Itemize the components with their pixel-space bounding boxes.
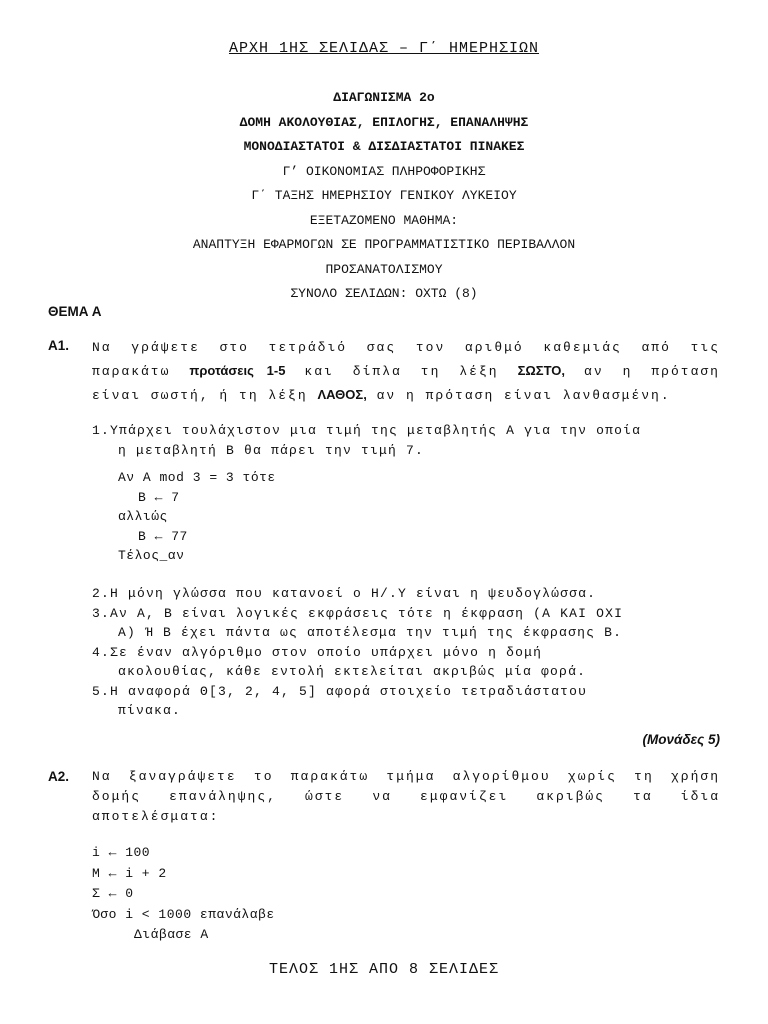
question-a1-label: Α1. (48, 338, 70, 353)
code-assign-7: Β ← 7 (138, 489, 180, 505)
a1-line-3-post: αν η πρόταση είναι λανθασμένη. (376, 388, 671, 403)
a1-line-3 (92, 383, 720, 407)
exam-title: ΔΙΑΓΩΝΙΣΜΑ 2ο (333, 90, 435, 105)
a1-code-block (118, 468, 276, 566)
page-footer: ΤΕΛΟΣ 1ΗΣ ΑΠΟ 8 ΣΕΛΙΔΕΣ (268, 961, 500, 978)
a2-code-line-1: i ← 100 (92, 845, 151, 860)
code-else-line: αλλιώς (118, 509, 168, 524)
a2-line-2: δομής επανάληψης, ώστε να εμφανίζει ακριβώς τα ίδια (92, 789, 720, 804)
a2-code-block (92, 843, 275, 946)
question-a2-label: Α2. (48, 769, 70, 784)
a2-code-line-2: Μ ← i + 2 (92, 865, 167, 881)
exam-class-2: Γ΄ ΤΑΞΗΣ ΗΜΕΡΗΣΙΟΥ ΓΕΝΙΚΟΥ ΛΥΚΕΙΟΥ (251, 188, 517, 203)
a2-line-1: Να ξαναγράψετε το παρακάτω τμήμα αλγορίθμου χωρίς τη χρήση (92, 769, 720, 784)
statement-3-number: 3. (92, 605, 111, 621)
exam-subject-line-2: ΠΡΟΣΑΝΑΤΟΛΙΣΜΟΥ (325, 261, 443, 277)
statement-4-text: Σε έναν αλγόριθμο στον οποίο υπάρχει μόνο η δομή (110, 644, 543, 660)
a1-statements-2-5 (92, 584, 720, 721)
page-header-text: ΑΡΧΗ 1ΗΣ ΣΕΛΙΔΑΣ – Γ΄ ΗΜΕΡΗΣΙΩΝ (228, 40, 540, 57)
a1-line-3-pre: είναι σωστή, ή τη λέξη (92, 388, 308, 403)
exam-class-1: Γ’ ΟΙΚΟΝΟΜΙΑΣ ΠΛΗΡΟΦΟΡΙΚΗΣ (282, 163, 486, 179)
statement-5-number: 5. (92, 683, 111, 699)
statement-1-line-1 (92, 421, 720, 441)
exam-subject-line-1: ΑΝΑΠΤΥΞΗ ΕΦΑΡΜΟΓΩΝ ΣΕ ΠΡΟΓΡΑΜΜΑΤΙΣΤΙΚΟ ΠΕΡΙΒΑΛΛΟΝ (192, 237, 576, 252)
section-title: ΘΕΜΑ Α (48, 304, 102, 319)
code-if-line: Αν Α mod 3 = 3 τότε (118, 470, 276, 485)
statement-1-number: 1. (92, 423, 111, 438)
a1-line-2 (92, 359, 720, 383)
code-assign-77: Β ← 77 (138, 528, 188, 544)
statement-3-line-2: Α) Ή Β έχει πάντα ως αποτέλεσμα την τιμή της έκφρασης Β. (118, 625, 623, 640)
statement-1-text: Υπάρχει τουλάχιστον μια τιμή της μεταβλητής Α για την οποία (110, 423, 642, 438)
exam-page-count: ΣΥΝΟΛΟ ΣΕΛΙΔΩΝ: ΟΧΤΩ (8) (290, 286, 478, 301)
a1-line-1: Να γράψετε στο τετράδιό σας τον αριθμό καθεμιάς από τις (92, 340, 720, 355)
exam-title-block (0, 86, 768, 307)
a1-marks: (Μονάδες 5) (642, 732, 720, 747)
a1-line-2-post: αν η πρόταση (584, 364, 720, 379)
a2-code-line-4: Όσο i < 1000 επανάλαβε (92, 906, 275, 922)
a1-emphasis-correct: ΣΩΣΤΟ, (517, 363, 566, 378)
a1-statement-1 (92, 421, 720, 460)
a2-code-line-3: Σ ← 0 (92, 886, 134, 901)
question-a1-text (92, 336, 720, 407)
statement-3-line-1 (92, 604, 720, 624)
statement-2 (92, 584, 720, 604)
a2-line-3: αποτελέσματα: (92, 809, 220, 824)
statement-2-text: Η μόνη γλώσσα που κατανοεί ο Η/.Υ είναι η ψευδογλώσσα. (110, 586, 597, 601)
statement-3-text: Αν Α, Β είναι λογικές εκφράσεις τότε η έκφραση (Α ΚΑΙ ΟΧΙ (110, 605, 624, 621)
question-a2-text (92, 767, 720, 827)
a1-emphasis-statements: προτάσεις 1-5 (189, 363, 286, 378)
exam-topic-2: ΜΟΝΟΔΙΑΣΤΑΤΟΙ & ΔΙΣΔΙΑΣΤΑΤΟΙ ΠΙΝΑΚΕΣ (243, 139, 525, 154)
statement-5-line-1 (92, 682, 720, 702)
statement-1-line-2: η μεταβλητή Β θα πάρει την τιμή 7. (118, 442, 425, 458)
exam-subject-label: ΕΞΕΤΑΖΟΜΕΝΟ ΜΑΘΗΜΑ: (309, 212, 459, 228)
statement-2-number: 2. (92, 586, 111, 601)
a1-line-2-pre: παρακάτω (92, 364, 171, 379)
statement-4-number: 4. (92, 644, 111, 660)
statement-5-text: Η αναφορά Θ[3, 2, 4, 5] αφορά στοιχείο τετραδιάστατου (110, 683, 588, 699)
page-header (0, 40, 768, 57)
a2-code-line-5: Διάβασε Α (134, 927, 209, 942)
code-endif-line: Τέλος_αν (118, 548, 185, 563)
a1-emphasis-wrong: ΛΑΘΟΣ, (317, 387, 367, 402)
statement-5-line-2: πίνακα. (118, 703, 182, 718)
statement-4-line-2: ακολουθίας, κάθε εντολή εκτελείται ακριβώς μία φορά. (118, 664, 587, 679)
statement-4-line-1 (92, 643, 720, 663)
exam-topic-1: ΔΟΜΗ ΑΚΟΛΟΥΘΙΑΣ, ΕΠΙΛΟΓΗΣ, ΕΠΑΝΑΛΗΨΗΣ (239, 114, 529, 130)
a1-line-2-mid: και δίπλα τη λέξη (304, 364, 499, 379)
